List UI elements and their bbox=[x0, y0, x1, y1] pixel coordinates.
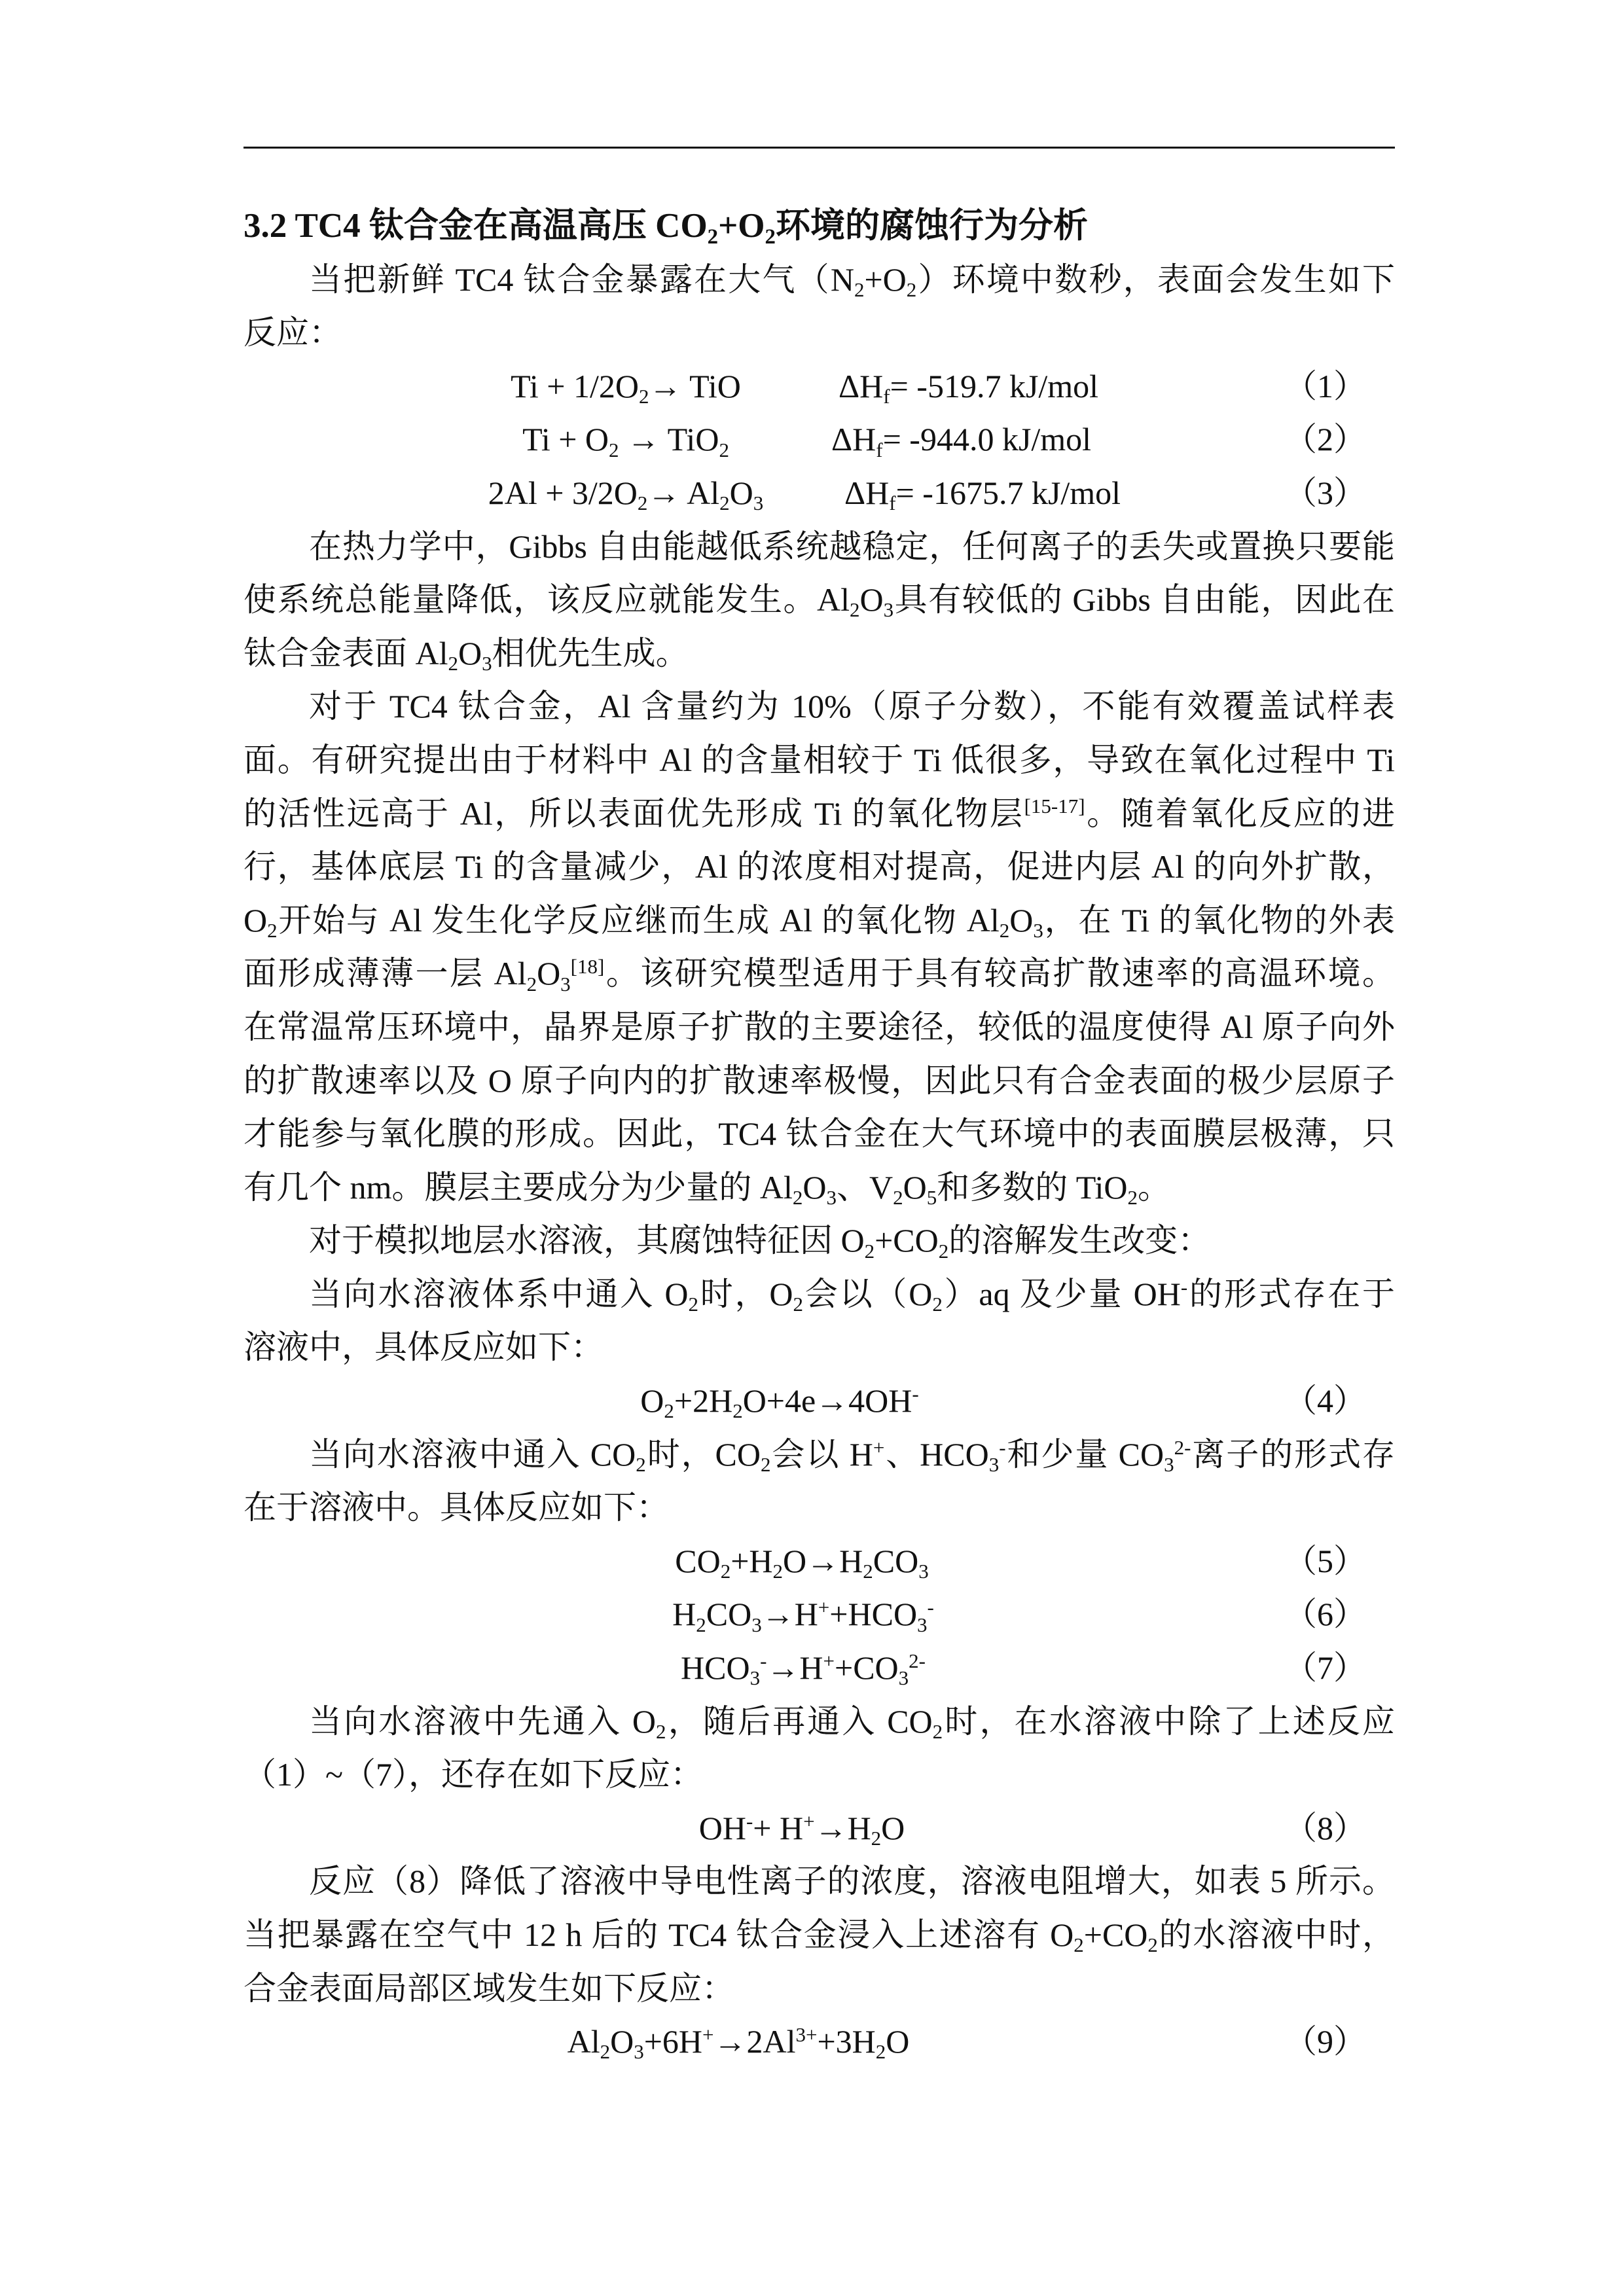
text-run: +H bbox=[731, 1542, 773, 1579]
text-run: O bbox=[903, 1168, 927, 1206]
text-run: 合金表面局部区域发生如下反应： bbox=[244, 1969, 734, 2007]
subscript: 2 bbox=[792, 1185, 803, 1209]
text-run: → Al bbox=[647, 474, 720, 511]
subscript: f bbox=[883, 385, 890, 408]
text-run: ΔH bbox=[839, 367, 884, 404]
subscript: 2 bbox=[448, 652, 458, 675]
subscript: 2 bbox=[1127, 1185, 1138, 1209]
superscript: [15-17] bbox=[1024, 795, 1085, 818]
text-run: = -519.7 kJ/mol bbox=[890, 367, 1099, 404]
subscript: 2 bbox=[999, 919, 1010, 942]
text-run: H bbox=[672, 1596, 696, 1633]
equation-formula bbox=[511, 360, 741, 414]
text-run: O bbox=[803, 1168, 827, 1206]
subscript: 2 bbox=[637, 492, 648, 515]
text-run: 在常温常压环境中，晶界是原子扩散的主要途径，较低的温度使得 Al 原子向外 bbox=[244, 1008, 1395, 1045]
text-run: ，随后再通入 CO bbox=[666, 1702, 933, 1740]
equation-8 bbox=[244, 1802, 1395, 1856]
equation-number: （9） bbox=[1284, 2023, 1366, 2060]
subscript: 3 bbox=[883, 598, 894, 622]
subscript: 2 bbox=[1147, 1933, 1158, 1957]
superscript: 3+ bbox=[795, 2023, 818, 2047]
paragraph-line bbox=[244, 1054, 1395, 1108]
paragraph-line bbox=[244, 1107, 1395, 1161]
equation-number: （6） bbox=[1284, 1596, 1366, 1633]
equation-7 bbox=[244, 1641, 1395, 1695]
text-run: O bbox=[610, 2023, 634, 2060]
subscript: 3 bbox=[918, 1560, 929, 1583]
text-run: CO bbox=[675, 1542, 721, 1579]
equation-number: （3） bbox=[1284, 474, 1366, 511]
equation-formula bbox=[488, 467, 764, 520]
equation-4 bbox=[244, 1374, 1395, 1428]
subscript: 3 bbox=[751, 1613, 762, 1636]
text-run: O bbox=[859, 581, 884, 619]
superscript: 2- bbox=[909, 1649, 926, 1672]
text-run: 才能参与氧化膜的形成。因此，TC4 钛合金在大气环境中的表面膜层极薄，只 bbox=[244, 1115, 1395, 1153]
text-run: 。 bbox=[1138, 1168, 1171, 1206]
subscript: 2 bbox=[719, 438, 729, 461]
subscript: 2 bbox=[864, 1239, 875, 1263]
subscript: 2 bbox=[875, 2040, 886, 2064]
superscript: + bbox=[873, 1435, 885, 1459]
text-run: → TiO bbox=[619, 421, 719, 458]
text-run: →2Al bbox=[713, 2023, 796, 2060]
paragraph-line bbox=[244, 947, 1395, 1001]
subscript: 2 bbox=[793, 1293, 803, 1316]
text-run: 的水溶液中时， bbox=[1157, 1916, 1396, 1953]
equation-6 bbox=[244, 1588, 1395, 1641]
text-body bbox=[244, 200, 1395, 2069]
paragraph-line bbox=[244, 627, 1395, 681]
subscript: 2 bbox=[938, 1239, 949, 1263]
subscript: 3 bbox=[749, 1666, 761, 1690]
paragraph-line bbox=[244, 253, 1395, 307]
text-run: = -1675.7 kJ/mol bbox=[895, 474, 1121, 511]
text-run: 行，基体底层 Ti 的含量减少，Al 的浓度相对提高，促进内层 Al 的向外扩散， bbox=[244, 848, 1395, 886]
paragraph-line bbox=[244, 306, 1395, 360]
subscript: 3 bbox=[482, 652, 492, 675]
superscript: - bbox=[1180, 1275, 1188, 1299]
paragraph-line bbox=[244, 1909, 1395, 1962]
text-run: 当把新鲜 TC4 钛合金暴露在大气（N bbox=[309, 260, 854, 298]
subscript: 3 bbox=[560, 972, 571, 996]
text-run: （1）~（7），还存在如下反应： bbox=[244, 1756, 704, 1793]
text-run: → TiO bbox=[649, 367, 741, 404]
subscript: 2 bbox=[656, 1719, 666, 1743]
superscript: + bbox=[818, 1596, 830, 1619]
text-run: ）aq 及少量 OH bbox=[942, 1275, 1181, 1312]
paragraph-line bbox=[244, 894, 1395, 948]
text-run: 当向水溶液中通入 CO bbox=[309, 1435, 636, 1473]
equation-9 bbox=[244, 2015, 1395, 2069]
superscript: - bbox=[760, 1649, 767, 1672]
text-run: 、HCO bbox=[884, 1435, 989, 1473]
text-run: 离子的形式存 bbox=[1191, 1435, 1395, 1473]
text-run: CO bbox=[873, 1542, 919, 1579]
paragraph-line bbox=[244, 573, 1395, 627]
superscript: [18] bbox=[570, 955, 605, 978]
subscript: 2 bbox=[638, 385, 649, 408]
text-run: →H bbox=[814, 1809, 871, 1846]
equation-formula bbox=[672, 1588, 934, 1641]
subscript: 2 bbox=[696, 1613, 706, 1636]
text-run: 2Al + 3/2O bbox=[488, 474, 638, 511]
superscript: - bbox=[746, 1809, 753, 1833]
text-run: OH bbox=[698, 1809, 746, 1846]
superscript: - bbox=[999, 1435, 1006, 1459]
text-run: 、V bbox=[837, 1168, 893, 1206]
text-run: Ti + 1/2O bbox=[511, 367, 639, 404]
equation-1 bbox=[244, 360, 1395, 414]
subscript: 3 bbox=[1033, 919, 1043, 942]
text-run: 面。有研究提出由于材料中 Al 的含量相较于 Ti 低很多，导致在氧化过程中 Ti bbox=[244, 741, 1395, 778]
subscript: 2 bbox=[932, 1293, 943, 1316]
paragraph-line bbox=[244, 1855, 1395, 1909]
superscript: + bbox=[702, 2023, 714, 2047]
text-run: 反应（8）降低了溶液中导电性离子的浓度，溶液电阻增大，如表 5 所示。 bbox=[309, 1863, 1395, 1900]
text-run: O+4e→4OH bbox=[742, 1382, 912, 1420]
superscript: - bbox=[912, 1382, 919, 1406]
text-run: O bbox=[244, 901, 268, 939]
text-run: +CO bbox=[875, 1222, 939, 1259]
text-run: →H bbox=[761, 1596, 818, 1633]
text-run: 和少量 CO bbox=[1005, 1435, 1164, 1473]
text-run: 的扩散速率以及 O 原子向内的扩散速率极慢，因此只有合金表面的极少层原子 bbox=[244, 1062, 1395, 1099]
subscript: 2 bbox=[609, 438, 619, 461]
text-run: +3H bbox=[817, 2023, 876, 2060]
enthalpy-value bbox=[831, 413, 1091, 467]
text-run: 3.2 TC4 钛合金在高温高压 CO bbox=[244, 207, 708, 245]
enthalpy-value bbox=[839, 360, 1098, 414]
paragraph-line bbox=[244, 840, 1395, 894]
text-run: 会以（O bbox=[803, 1275, 933, 1312]
text-run: 开始与 Al 发生化学反应继而生成 Al 的氧化物 Al bbox=[277, 901, 1000, 939]
text-run: 相优先生成。 bbox=[492, 634, 689, 672]
subscript: 2 bbox=[636, 1452, 646, 1476]
text-run: 时，CO bbox=[645, 1435, 761, 1473]
text-run: 会以 H bbox=[770, 1435, 873, 1473]
subscript: f bbox=[876, 438, 883, 461]
equation-formula bbox=[699, 1802, 905, 1856]
subscript: 2 bbox=[765, 224, 776, 249]
subscript: 2 bbox=[526, 972, 537, 996]
subscript: 3 bbox=[917, 1613, 928, 1636]
subscript: 2 bbox=[688, 1293, 698, 1316]
equation-number: （4） bbox=[1284, 1382, 1366, 1420]
equation-number: （1） bbox=[1284, 367, 1366, 404]
text-run: O bbox=[458, 634, 482, 672]
paragraph-line bbox=[244, 1161, 1395, 1215]
text-run: 钛合金表面 Al bbox=[244, 634, 448, 672]
text-run: +CO bbox=[1083, 1916, 1148, 1953]
paragraph-line bbox=[244, 680, 1395, 734]
text-run: ，在 Ti 的氧化物的外表 bbox=[1043, 901, 1395, 939]
text-run: O→H bbox=[783, 1542, 863, 1579]
subscript: 2 bbox=[707, 224, 719, 249]
text-run: ）环境中数秒，表面会发生如下 bbox=[916, 260, 1396, 298]
text-run: +2H bbox=[674, 1382, 733, 1420]
text-run: 的形式存在于 bbox=[1187, 1275, 1396, 1312]
paragraph-line bbox=[244, 1962, 1395, 2016]
paragraph-line bbox=[244, 1428, 1395, 1482]
text-run: 反应： bbox=[244, 314, 342, 351]
equation-number: （2） bbox=[1284, 421, 1366, 458]
text-run: O bbox=[1009, 901, 1034, 939]
text-run: 当向水溶液体系中通入 O bbox=[309, 1275, 689, 1312]
text-run: 的活性远高于 Al，所以表面优先形成 Ti 的氧化物层 bbox=[244, 795, 1024, 832]
equation-formula bbox=[675, 1535, 928, 1588]
text-run: +O bbox=[864, 260, 907, 298]
equation-number: （5） bbox=[1284, 1542, 1366, 1579]
text-run: 的溶解发生改变： bbox=[948, 1222, 1211, 1259]
text-run: 对于 TC4 钛合金，Al 含量约为 10%（原子分数），不能有效覆盖试样表 bbox=[309, 688, 1395, 725]
paragraph-line bbox=[244, 787, 1395, 841]
paragraph-line bbox=[244, 1268, 1395, 1321]
text-run: 。该研究模型适用于具有较高扩散速率的高温环境。 bbox=[604, 955, 1396, 992]
text-run: HCO bbox=[681, 1649, 750, 1687]
text-run: + H bbox=[753, 1809, 804, 1846]
text-run: +6H bbox=[643, 2023, 703, 2060]
text-run: O bbox=[537, 955, 561, 992]
equation-formula bbox=[568, 2015, 910, 2069]
text-run: →H bbox=[767, 1649, 823, 1687]
superscript: + bbox=[803, 1809, 815, 1833]
subscript: 2 bbox=[854, 278, 865, 301]
equation-3 bbox=[244, 467, 1395, 520]
text-run: 当把暴露在空气中 12 h 后的 TC4 钛合金浸入上述溶有 O bbox=[244, 1916, 1074, 1953]
equation-number: （8） bbox=[1284, 1809, 1366, 1846]
text-run: = -944.0 kJ/mol bbox=[882, 421, 1092, 458]
subscript: 3 bbox=[988, 1452, 1000, 1476]
subscript: 2 bbox=[761, 1452, 771, 1476]
paragraph-line bbox=[244, 1001, 1395, 1054]
text-run: 有几个 nm。膜层主要成分为少量的 Al bbox=[244, 1168, 793, 1206]
subscript: 5 bbox=[926, 1185, 937, 1209]
subscript: 2 bbox=[267, 919, 278, 942]
subscript: 2 bbox=[732, 1399, 743, 1423]
paragraph-line bbox=[244, 1214, 1395, 1268]
subscript: 2 bbox=[720, 1560, 731, 1583]
subscript: 2 bbox=[871, 1827, 882, 1850]
text-run: 时，在水溶液中除了上述反应 bbox=[943, 1702, 1396, 1740]
text-run: 环境的腐蚀行为分析 bbox=[775, 207, 1088, 245]
text-run: 和多数的 TiO bbox=[937, 1168, 1128, 1206]
text-run: 溶液中，具体反应如下： bbox=[244, 1329, 604, 1366]
text-run: 对于模拟地层水溶液，其腐蚀特征因 O bbox=[309, 1222, 865, 1259]
subscript: 2 bbox=[664, 1399, 674, 1423]
paragraph-line bbox=[244, 520, 1395, 574]
paragraph-line bbox=[244, 1321, 1395, 1374]
equation-2 bbox=[244, 413, 1395, 467]
subscript: 3 bbox=[753, 492, 764, 515]
subscript: 2 bbox=[850, 598, 860, 622]
text-run: 时，O bbox=[698, 1275, 793, 1312]
superscript: 2- bbox=[1174, 1435, 1191, 1459]
text-run: O bbox=[881, 1809, 905, 1846]
paragraph-line bbox=[244, 1695, 1395, 1749]
text-run: Al bbox=[567, 2023, 600, 2060]
equation-formula bbox=[640, 1374, 918, 1428]
subscript: 2 bbox=[932, 1719, 943, 1743]
text-run: +HCO bbox=[829, 1596, 918, 1633]
subscript: 2 bbox=[600, 2040, 611, 2064]
subscript: 3 bbox=[826, 1185, 837, 1209]
text-run: O bbox=[886, 2023, 910, 2060]
equation-5 bbox=[244, 1535, 1395, 1588]
paragraph-line bbox=[244, 1481, 1395, 1535]
subscript: 2 bbox=[893, 1185, 903, 1209]
text-run: +O bbox=[718, 207, 765, 245]
text-run: Ti + O bbox=[522, 421, 609, 458]
text-run: 使系统总能量降低，该反应就能发生。Al bbox=[244, 581, 850, 619]
text-run: ΔH bbox=[831, 421, 876, 458]
subscript: 3 bbox=[898, 1666, 909, 1690]
subscript: 2 bbox=[1074, 1933, 1084, 1957]
superscript: + bbox=[823, 1649, 835, 1672]
subscript: 3 bbox=[1164, 1452, 1174, 1476]
superscript: - bbox=[927, 1596, 934, 1619]
subscript: 2 bbox=[906, 278, 917, 301]
subscript: f bbox=[889, 492, 896, 515]
subscript: 2 bbox=[863, 1560, 873, 1583]
text-run: 当向水溶液中先通入 O bbox=[309, 1702, 657, 1740]
section-heading bbox=[244, 200, 1395, 253]
enthalpy-value bbox=[844, 467, 1121, 520]
equation-formula bbox=[681, 1641, 926, 1695]
text-run: O bbox=[640, 1382, 664, 1420]
subscript: 2 bbox=[772, 1560, 784, 1583]
text-run: 具有较低的 Gibbs 自由能，因此在 bbox=[893, 581, 1395, 619]
text-run: +CO bbox=[835, 1649, 899, 1687]
paragraph-line bbox=[244, 734, 1395, 787]
text-run: O bbox=[729, 474, 753, 511]
text-run: CO bbox=[706, 1596, 752, 1633]
text-run: 面形成薄薄一层 Al bbox=[244, 955, 527, 992]
subscript: 3 bbox=[634, 2040, 644, 2064]
equation-formula bbox=[522, 413, 729, 467]
equation-number: （7） bbox=[1284, 1649, 1366, 1687]
text-run: ΔH bbox=[844, 474, 890, 511]
paragraph-line bbox=[244, 1748, 1395, 1802]
header-rule bbox=[244, 147, 1395, 149]
text-run: 在热力学中，Gibbs 自由能越低系统越稳定，任何离子的丢失或置换只要能 bbox=[309, 528, 1395, 565]
text-run: 在于溶液中。具体反应如下： bbox=[244, 1489, 669, 1526]
text-run: 。随着氧化反应的进 bbox=[1085, 795, 1396, 832]
subscript: 2 bbox=[719, 492, 730, 515]
